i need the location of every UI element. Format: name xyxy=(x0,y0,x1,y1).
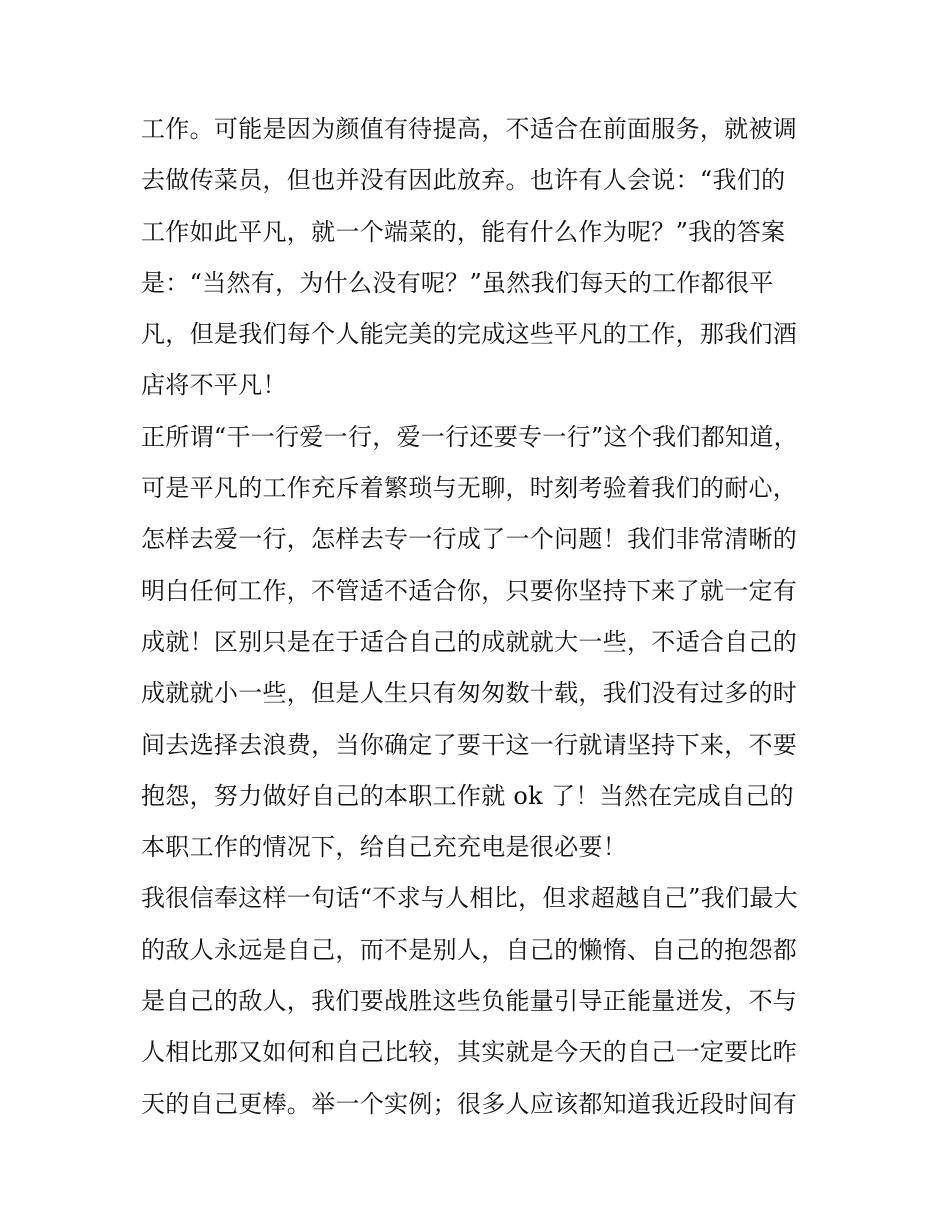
text-line: 工作如此平凡，就一个端菜的，能有什么作为呢？”我的答案 xyxy=(141,217,786,246)
text-line: 去做传菜员，但也并没有因此放弃。也许有人会说：“我们的 xyxy=(141,166,786,195)
text-line: 是：“当然有，为什么没有呢？”虽然我们每天的工作都很平 xyxy=(141,268,774,297)
text-line: 间去选择去浪费，当你确定了要干这一行就请坚持下来，不要 xyxy=(141,730,798,759)
text-line: 正所谓“干一行爱一行，爱一行还要专一行”这个我们都知道， xyxy=(141,422,798,451)
text-line: 人相比那又如何和自己比较，其实就是今天的自己一定要比昨 xyxy=(141,1038,798,1067)
text-line: 抱怨，努力做好自己的本职工作就 ok 了！当然在完成自己的 xyxy=(141,781,794,810)
text-line: 明白任何工作，不管适不适合你，只要你坚持下来了就一定有 xyxy=(141,576,798,605)
text-line: 工作。可能是因为颜值有待提高，不适合在前面服务，就被调 xyxy=(141,115,798,143)
text-line: 店将不平凡！ xyxy=(141,371,287,400)
text-line: 凡，但是我们每个人能完美的完成这些平凡的工作，那我们酒 xyxy=(141,320,798,349)
text-line: 天的自己更棒。举一个实例；很多人应该都知道我近段时间有 xyxy=(141,1089,798,1118)
text-line: 我很信奉这样一句话“不求与人相比，但求超越自己”我们最大 xyxy=(141,884,798,913)
text-line: 可是平凡的工作充斥着繁琐与无聊，时刻考验着我们的耐心， xyxy=(141,474,798,503)
text-line: 成就就小一些，但是人生只有匆匆数十载，我们没有过多的时 xyxy=(141,679,798,708)
text-line: 怎样去爱一行，怎样去专一行成了一个问题！我们非常清晰的 xyxy=(141,525,798,554)
text-line: 是自己的敌人，我们要战胜这些负能量引导正能量迸发，不与 xyxy=(141,987,798,1016)
document-body xyxy=(141,109,821,1135)
text-line: 的敌人永远是自己，而不是别人，自己的懒惰、自己的抱怨都 xyxy=(141,935,798,964)
text-line: 成就！区别只是在于适合自己的成就就大一些，不适合自己的 xyxy=(141,627,798,656)
text-line: 本职工作的情况下，给自己充充电是很必要！ xyxy=(141,833,627,862)
